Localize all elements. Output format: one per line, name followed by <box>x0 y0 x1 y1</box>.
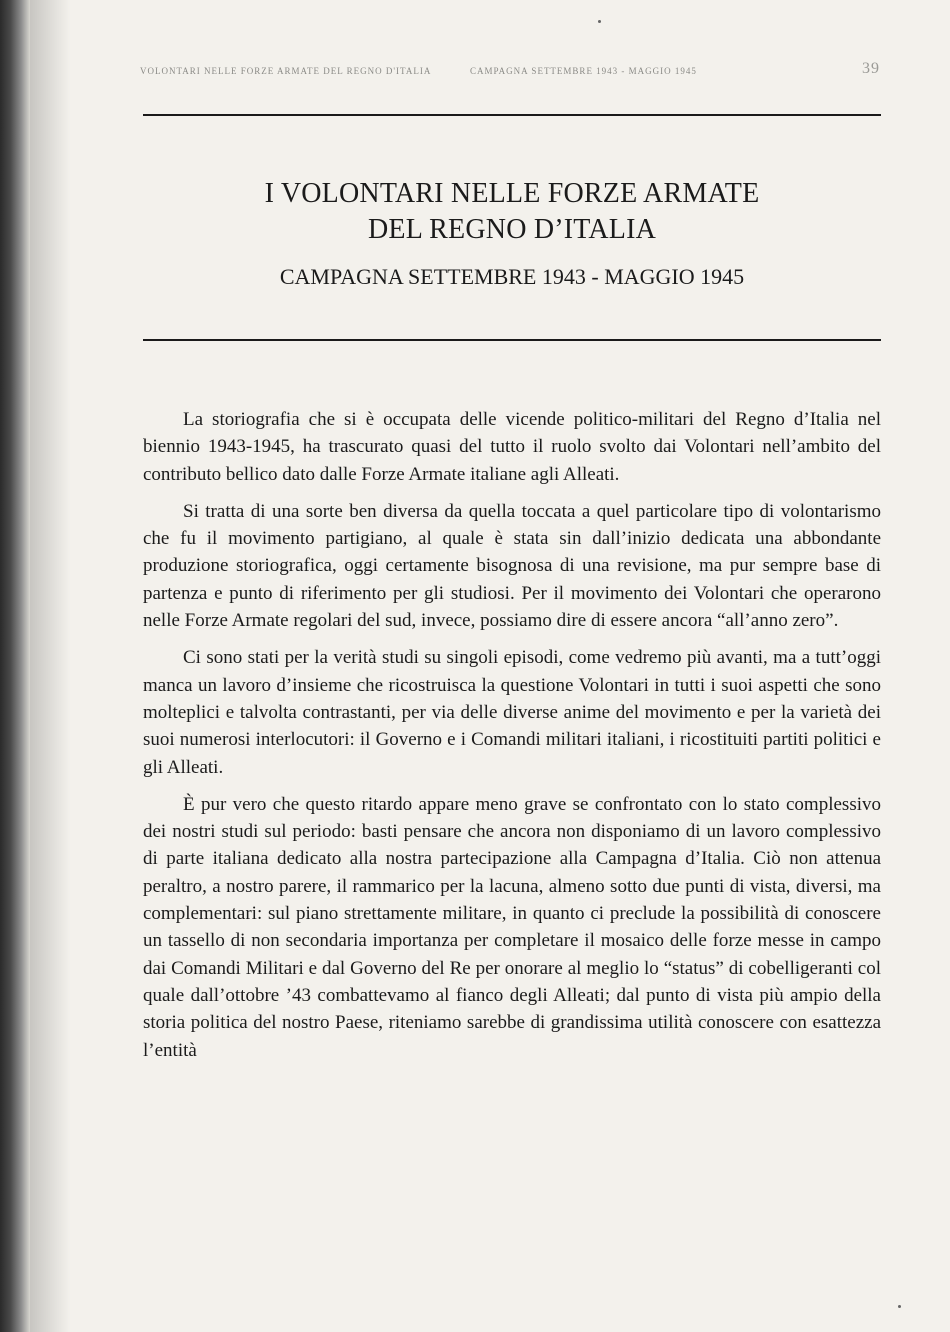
paragraph-3: Ci sono stati per la verità studi su singoli episodi, come vedremo più avanti, ma a tutt’oggi manca un lavoro d’insieme che ricostruisca la questione Volontari in tutti i suoi aspetti che sono molteplici e talvolta contrastanti, per via delle diverse anime del movimento e per la varietà dei suoi numerosi interlocutori: il Governo e i Comandi militari italiani, i ricostituiti partiti politici e gli Alleati. <box>143 647 881 778</box>
speck <box>898 1305 901 1308</box>
page-number: 39 <box>862 60 880 77</box>
book-spine-shadow <box>0 0 30 1332</box>
running-head <box>140 60 880 80</box>
chapter-title-line-2: DEL REGNO D’ITALIA <box>367 214 657 245</box>
bottom-rule <box>143 339 881 341</box>
top-rule <box>143 114 881 116</box>
chapter-title-line-1: I VOLONTARI NELLE FORZE ARMATE <box>264 178 760 209</box>
chapter-subtitle: CAMPAGNA SETTEMBRE 1943 - MAGGIO 1945 <box>279 264 745 289</box>
running-head-right: CAMPAGNA SETTEMBRE 1943 - MAGGIO 1945 <box>470 66 697 76</box>
body-text <box>143 406 881 1074</box>
gutter-shadow <box>30 0 70 1332</box>
running-head-left: VOLONTARI NELLE FORZE ARMATE DEL REGNO D'ITALIA <box>140 66 432 76</box>
paragraph-4: È pur vero che questo ritardo appare meno grave se confrontato con lo stato complessivo dei nostri studi sul periodo: basti pensare che ancora non disponiamo di un lavoro complessivo di parte italiana dedicato alla nostra partecipazione alla Campagna d’Italia. Ciò non attenua peraltro, a nostro parere, il rammarico per la lacuna, almeno sotto due punti di vista, diversi, ma complementari: sul piano strettamente militare, in quanto ci preclude la possibilità di conoscere un tassello di non secondaria importanza per completare il mosaico delle forze messe in campo dai Comandi Militari e dal Governo del Re per onorare al meglio lo “status” di cobelligeranti col quale dall’ottobre ’43 combattevamo al fianco degli Alleati; dal punto di vista più ampio della storia politica del nostro Paese, riteniamo sarebbe di grandissima utilità conoscere con esattezza l’entità <box>143 793 881 1061</box>
paragraph-2: Si tratta di una sorte ben diversa da quella toccata a quel particolare tipo di volontarismo che fu il movimento partigiano, al quale è stata sin dall’inizio dedicata una abbondante produzione storiografica, oggi certamente bisognosa di una revisione, ma pur sempre base di partenza e punto di riferimento per gli studiosi. Per il movimento dei Volontari che operarono nelle Forze Armate regolari del sud, invece, possiamo dire di essere ancora “all’anno zero”. <box>143 500 881 632</box>
speck <box>598 20 601 23</box>
paragraph-1: La storiografia che si è occupata delle vicende politico-militari del Regno d’Italia nel biennio 1943-1945, ha trascurato quasi del tutto il ruolo svolto dai Volontari nell’ambito del contributo bellico dato dalle Forze Armate italiane agli Alleati. <box>143 409 881 485</box>
chapter-title-block <box>143 176 881 291</box>
